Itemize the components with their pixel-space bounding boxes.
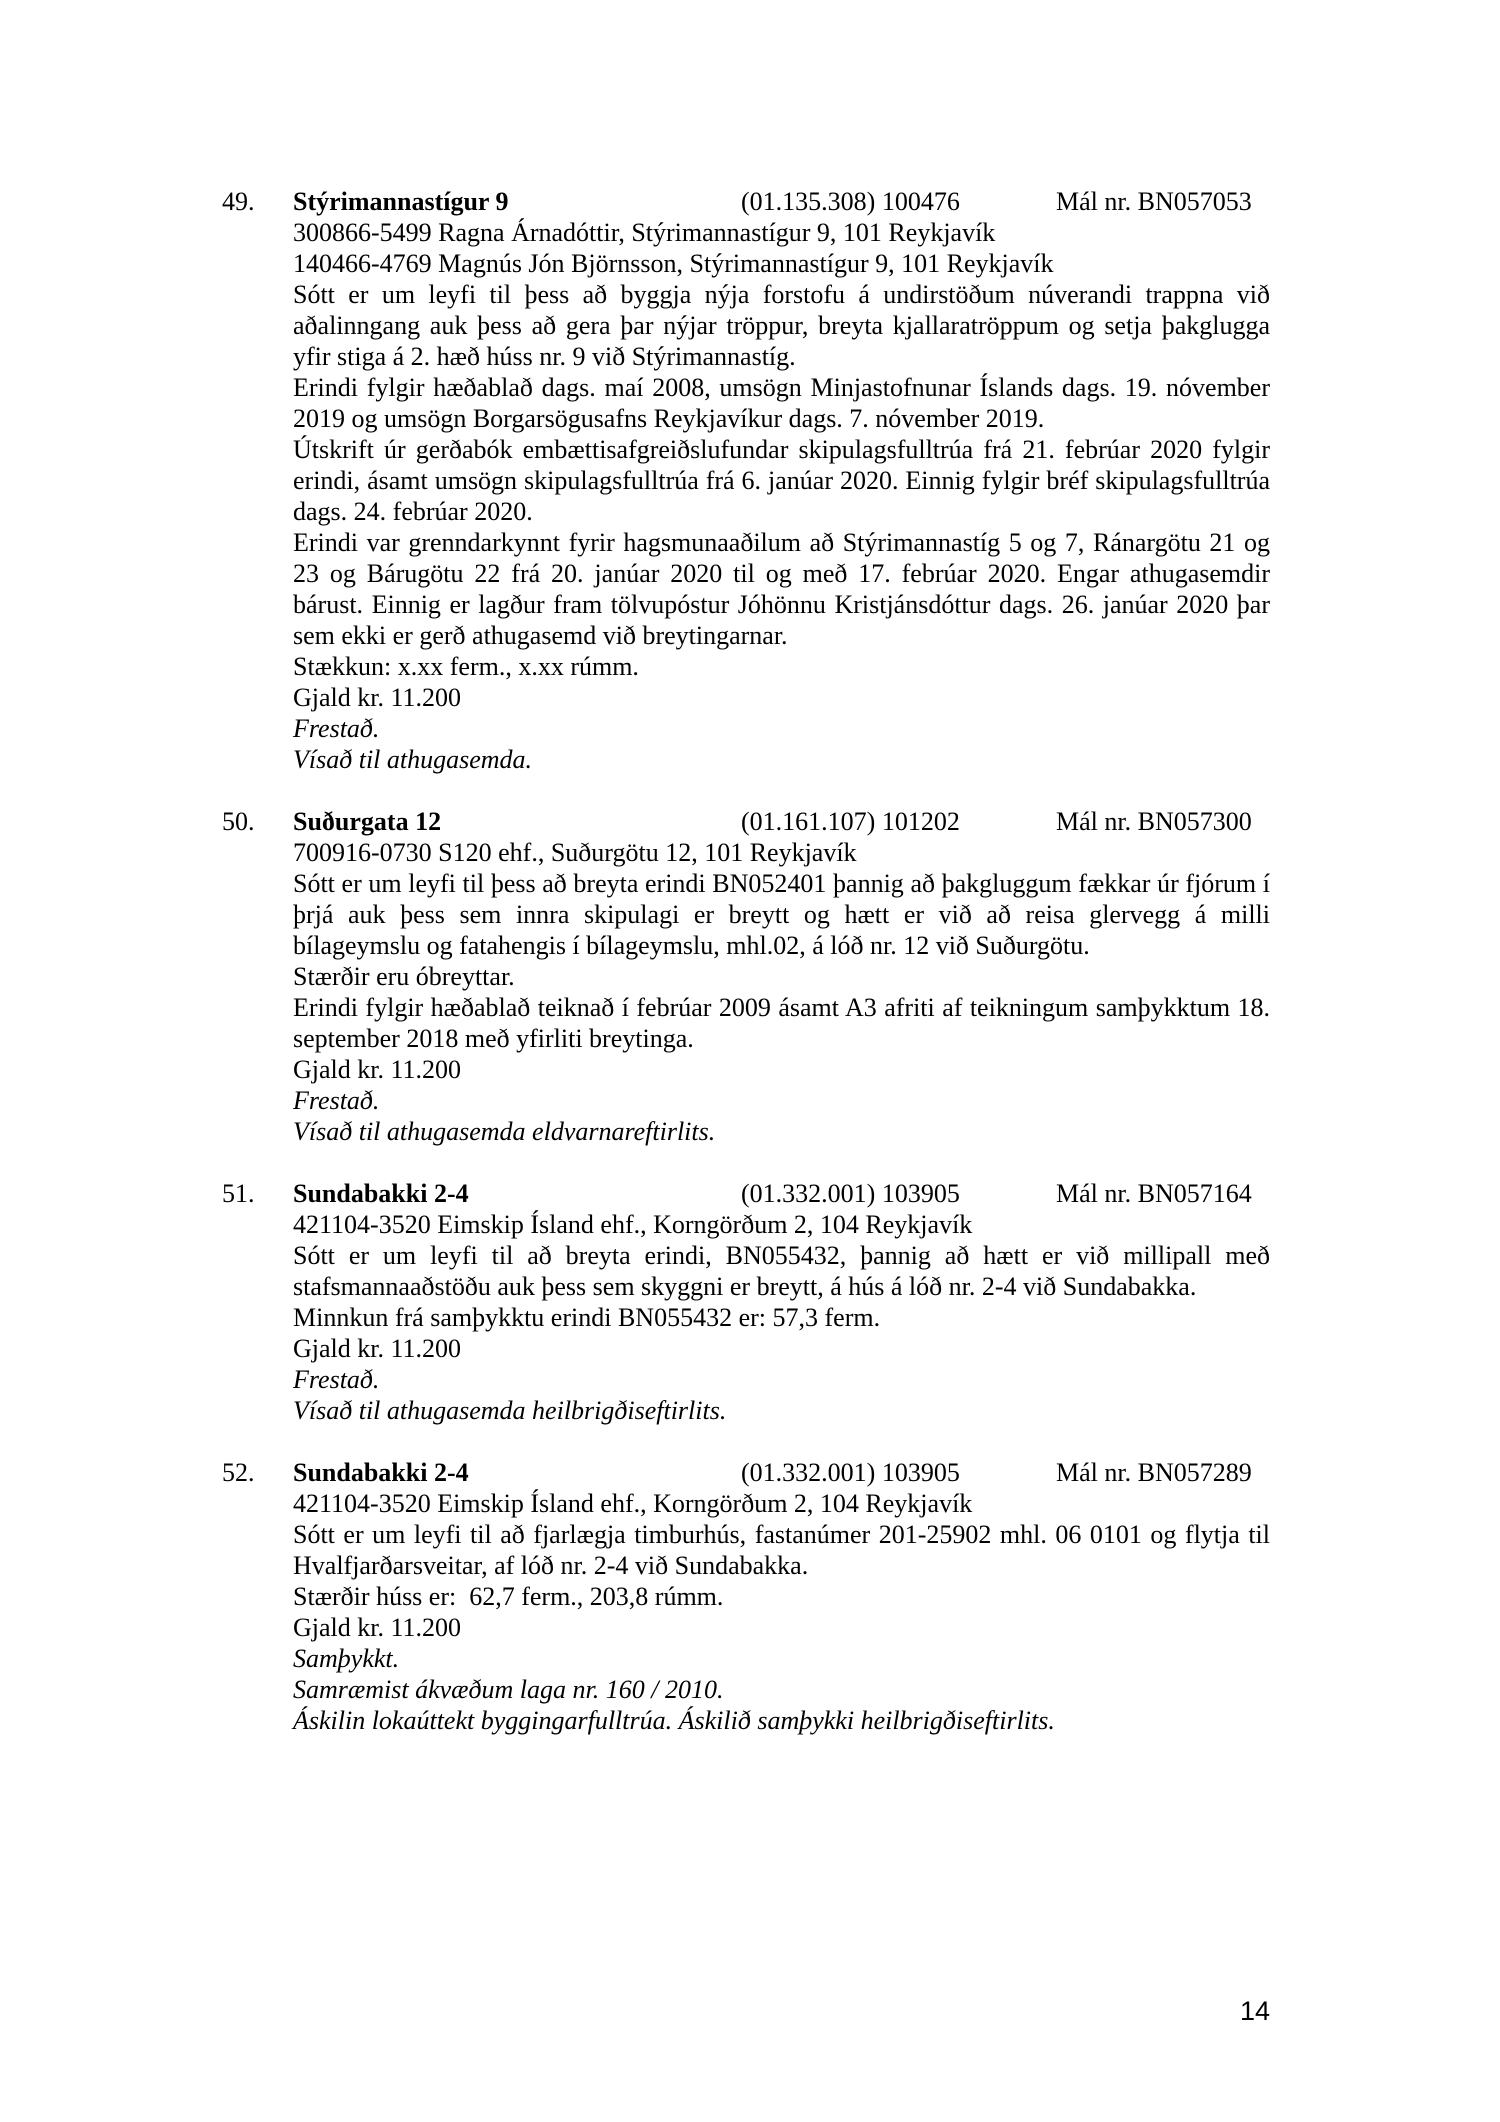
decision-line: Vísað til athugasemda heilbrigðiseftirlits.: [293, 1396, 727, 1425]
party-line: 700916-0730 S120 ehf., Suðurgötu 12, 101 Reykjavík: [293, 838, 857, 867]
decision-line: Áskilin lokaúttekt byggingarfulltrúa. Áskilið samþykki heilbrigðiseftirlits.: [293, 1706, 1055, 1735]
case-item: [222, 806, 1270, 1147]
case-ref: (01.332.001) 103905: [741, 1179, 960, 1208]
body-paragraph: Útskrift úr gerðabók embættisafgreiðslufundar skipulagsfulltrúa frá 21. febrúar 2020 fylgir erindi, ásamt umsögn skipulagsfulltrúa frá 6. janúar 2020. Einnig fylgir bréf skipulagsfulltrúa dags. 24. febrúar 2020.: [293, 435, 1270, 526]
case-ref: (01.332.001) 103905: [741, 1458, 960, 1487]
case-item: [222, 1178, 1270, 1426]
case-number: 49.: [222, 187, 255, 216]
case-title: Sundabakki 2-4: [293, 1458, 469, 1487]
fee-line: Gjald kr. 11.200: [293, 1055, 462, 1084]
body-paragraph: Sótt er um leyfi til þess að breyta erindi BN052401 þannig að þakgluggum fækkar úr fjórum í þrjá auk þess sem innra skipulagi er breytt og hætt er við að reisa glervegg á milli bílageymslu og fatahengis í bílageymslu, mhl.02, á lóð nr. 12 við Suðurgötu.: [293, 869, 1270, 960]
case-ref: (01.161.107) 101202: [741, 807, 960, 836]
case-number: 51.: [222, 1179, 255, 1208]
party-line: 421104-3520 Eimskip Ísland ehf., Korngörðum 2, 104 Reykjavík: [293, 1210, 973, 1239]
decision-line: Samþykkt.: [293, 1644, 400, 1673]
body-paragraph: Sótt er um leyfi til að fjarlægja timburhús, fastanúmer 201-25902 mhl. 06 0101 og flytja til Hvalfjarðarsveitar, af lóð nr. 2-4 við Sundabakka.: [293, 1520, 1270, 1580]
body-paragraph: Erindi fylgir hæðablað teiknað í febrúar 2009 ásamt A3 afriti af teikningum samþykktum 18. september 2018 með yfirliti breytinga.: [293, 993, 1270, 1053]
case-item: [222, 186, 1270, 775]
body-paragraph: Erindi var grenndarkynnt fyrir hagsmunaaðilum að Stýrimannastíg 5 og 7, Ránargötu 21 og 23 og Bárugötu 22 frá 20. janúar 2020 til og með 17. febrúar 2020. Engar athugasemdir bárust. Einnig er lagður fram tölvupóstur Jóhönnu Kristjánsdóttur dags. 26. janúar 2020 þar sem ekki er gerð athugasemd við breytingarnar.: [293, 528, 1270, 650]
size-line: Minnkun frá samþykktu erindi BN055432 er: 57,3 ferm.: [293, 1303, 881, 1332]
decision-line: Frestað.: [293, 1086, 380, 1115]
body-paragraph: Sótt er um leyfi til þess að byggja nýja forstofu á undirstöðum núverandi trappna við aðalinngang auk þess að gera þar nýjar tröppur, breyta kjallaratröppum og setja þakglugga yfir stiga á 2. hæð húss nr. 9 við Stýrimannastíg.: [293, 280, 1270, 371]
document-content: [222, 186, 1270, 1767]
size-line: Stækkun: x.xx ferm., x.xx rúmm.: [293, 652, 639, 681]
fee-line: Gjald kr. 11.200: [293, 683, 462, 712]
case-header: [293, 186, 1270, 217]
case-header: [293, 806, 1270, 837]
body-paragraph: Sótt er um leyfi til að breyta erindi, BN055432, þannig að hætt er við millipall með stafsmannaaðstöðu auk þess sem skyggni er breytt, á hús á lóð nr. 2-4 við Sundabakka.: [293, 1241, 1270, 1301]
case-number: 52.: [222, 1458, 255, 1487]
body-paragraph: Erindi fylgir hæðablað dags. maí 2008, umsögn Minjastofnunar Íslands dags. 19. nóvember 2019 og umsögn Borgarsögusafns Reykjavíkur dags. 7. nóvember 2019.: [293, 373, 1270, 433]
page-number: 14: [1240, 1996, 1271, 2026]
case-title: Stýrimannastígur 9: [293, 187, 509, 216]
case-header: [293, 1178, 1270, 1209]
case-number-label: Mál nr. BN057289: [1056, 1458, 1252, 1487]
party-line: 421104-3520 Eimskip Ísland ehf., Korngörðum 2, 104 Reykjavík: [293, 1489, 973, 1518]
case-title: Sundabakki 2-4: [293, 1179, 469, 1208]
fee-line: Gjald kr. 11.200: [293, 1613, 462, 1642]
fee-line: Gjald kr. 11.200: [293, 1334, 462, 1363]
case-number-label: Mál nr. BN057053: [1056, 187, 1252, 216]
decision-line: Frestað.: [293, 1365, 380, 1394]
case-number: 50.: [222, 807, 255, 836]
size-line: Stærðir húss er: 62,7 ferm., 203,8 rúmm.: [293, 1582, 724, 1611]
size-line: Stærðir eru óbreyttar.: [293, 962, 515, 991]
decision-line: Samræmist ákvæðum laga nr. 160 / 2010.: [293, 1675, 724, 1704]
decision-line: Vísað til athugasemda.: [293, 745, 533, 774]
case-title: Suðurgata 12: [293, 807, 442, 836]
decision-line: Vísað til athugasemda eldvarnareftirlits.: [293, 1117, 716, 1146]
case-header: [293, 1457, 1270, 1488]
case-number-label: Mál nr. BN057164: [1056, 1179, 1252, 1208]
case-number-label: Mál nr. BN057300: [1056, 807, 1252, 836]
case-ref: (01.135.308) 100476: [741, 187, 960, 216]
decision-line: Frestað.: [293, 714, 380, 743]
party-line: 300866-5499 Ragna Árnadóttir, Stýrimannastígur 9, 101 Reykjavík: [293, 218, 996, 247]
case-item: [222, 1457, 1270, 1736]
party-line: 140466-4769 Magnús Jón Björnsson, Stýrimannastígur 9, 101 Reykjavík: [293, 249, 1054, 278]
